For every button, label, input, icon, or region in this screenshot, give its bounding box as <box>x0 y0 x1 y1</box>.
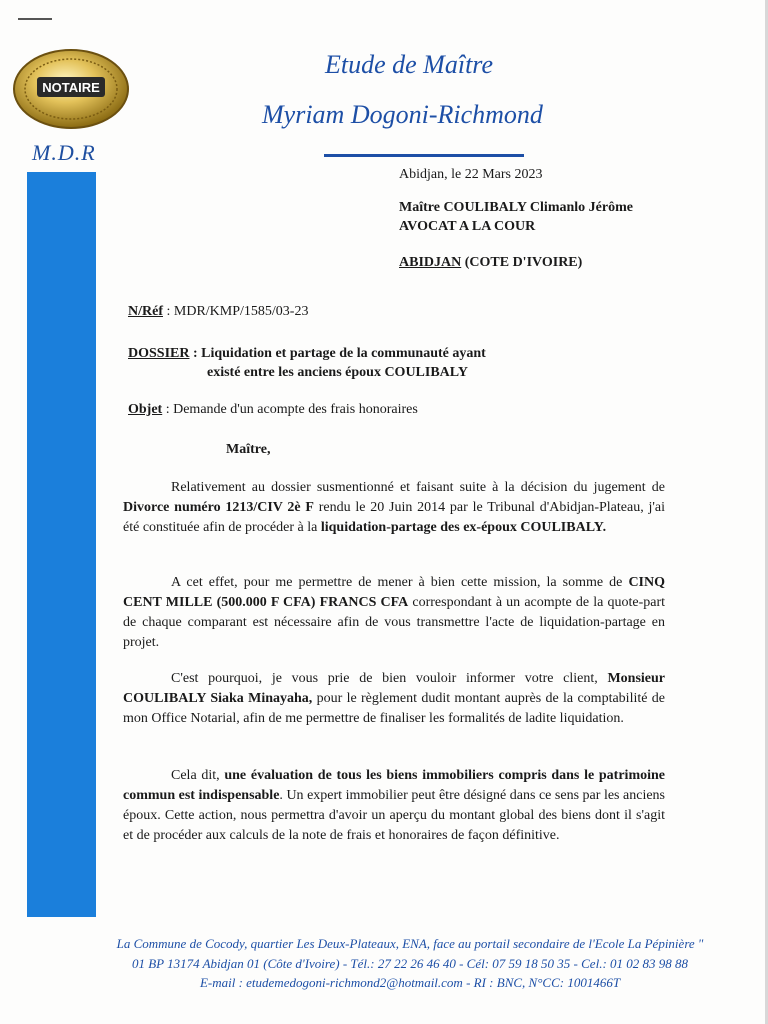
p2-text-a: A cet effet, pour me permettre de mener à bien cette mission, la somme de <box>171 575 629 590</box>
recipient-name: Maître COULIBALY Climanlo Jérôme <box>399 200 633 215</box>
reference-line <box>128 303 308 321</box>
dossier-text1: : Liquidation et partage de la communauté ayant <box>189 346 486 361</box>
p4-text-a: Cela dit, <box>171 768 225 783</box>
p3-text-a: C'est pourquoi, je vous prie de bien vouloir informer votre client, <box>171 671 608 686</box>
notary-seal-icon <box>12 48 130 130</box>
p3-text-c: pour le règlement dudit montant auprès de la comptabilité de mon Office Notarial, afin de me permettre de finaliser les formalités de ladite liquidation. <box>123 691 665 726</box>
p1-text-c: rendu le 20 Juin 2014 par le Tribunal d'Abidjan-Plateau, j'ai été constituée afin de procéder à la <box>123 500 665 535</box>
paragraph-3 <box>123 669 665 729</box>
recipient-city: ABIDJAN <box>399 255 462 270</box>
p1-text-a: Relativement au dossier susmentionné et faisant suite à la décision du jugement de <box>171 480 665 495</box>
heading-rule <box>324 154 524 157</box>
seal-label: NOTAIRE <box>42 80 100 95</box>
scan-mark <box>18 18 52 20</box>
paragraph-1 <box>123 478 665 538</box>
paragraph-4 <box>123 766 665 846</box>
dossier-label: DOSSIER <box>128 346 190 361</box>
reference-value: : MDR/KMP/1585/03-23 <box>163 304 309 319</box>
reference-label: N/Réf <box>128 304 163 319</box>
p1-judgment: Divorce numéro 1213/CIV 2è F <box>123 500 314 515</box>
firm-heading-line1: Etude de Maître <box>325 50 493 79</box>
recipient-country: (COTE D'IVOIRE) <box>461 255 583 270</box>
salutation: Maître, <box>226 442 271 457</box>
objet-label: Objet <box>128 402 163 417</box>
firm-heading-line2: Myriam Dogoni-Richmond <box>262 100 543 129</box>
footer-address: La Commune de Cocody, quartier Les Deux-Plateaux, ENA, face au portail secondaire de l'Ecole La Pépinière " <box>116 936 704 951</box>
p2-text-c: correspondant à un acompte de la quote-part de chaque comparant est nécessaire afin de vous transmettre l'acte de liquidation-partage en projet. <box>123 595 665 650</box>
p4-evaluation: une évaluation de tous les biens immobiliers compris dans le patrimoine commun est indispensable <box>123 768 666 803</box>
date-line: Abidjan, le 22 Mars 2023 <box>399 167 543 182</box>
footer-email: E-mail : etudemedogoni-richmond2@hotmail.com - RI : BNC, N°CC: 1001466T <box>199 975 621 990</box>
footer-phones: 01 BP 13174 Abidjan 01 (Côte d'Ivoire) - Tél.: 27 22 26 46 40 - Cél: 07 59 18 50 35 - Cel.: 01 02 83 98 88 <box>131 956 689 971</box>
p4-text-c: . Un expert immobilier peut être désigné dans ce sens par les anciens époux. Cette action, nous permettra d'avoir un aperçu du montant global des biens dont il s'agit et de procéder aux calculs de la note de frais et honoraires de façon définitive. <box>123 788 666 843</box>
p3-client: Monsieur COULIBALY Siaka Minayaha, <box>123 671 665 706</box>
recipient-title: AVOCAT A LA COUR <box>399 219 536 234</box>
objet-line <box>128 401 418 419</box>
side-color-band <box>27 172 96 917</box>
firm-initials: M.D.R <box>32 140 96 165</box>
objet-value: : Demande d'un acompte des frais honoraires <box>162 402 418 417</box>
p1-liquidation: liquidation-partage des ex-époux COULIBALY. <box>320 520 607 535</box>
dossier-line2: existé entre les anciens époux COULIBALY <box>207 365 468 380</box>
p2-amount: CINQ CENT MILLE (500.000 F CFA) FRANCS CFA <box>123 575 665 610</box>
paragraph-2 <box>123 573 665 653</box>
recipient-address <box>399 254 582 272</box>
dossier-line1 <box>128 345 486 363</box>
